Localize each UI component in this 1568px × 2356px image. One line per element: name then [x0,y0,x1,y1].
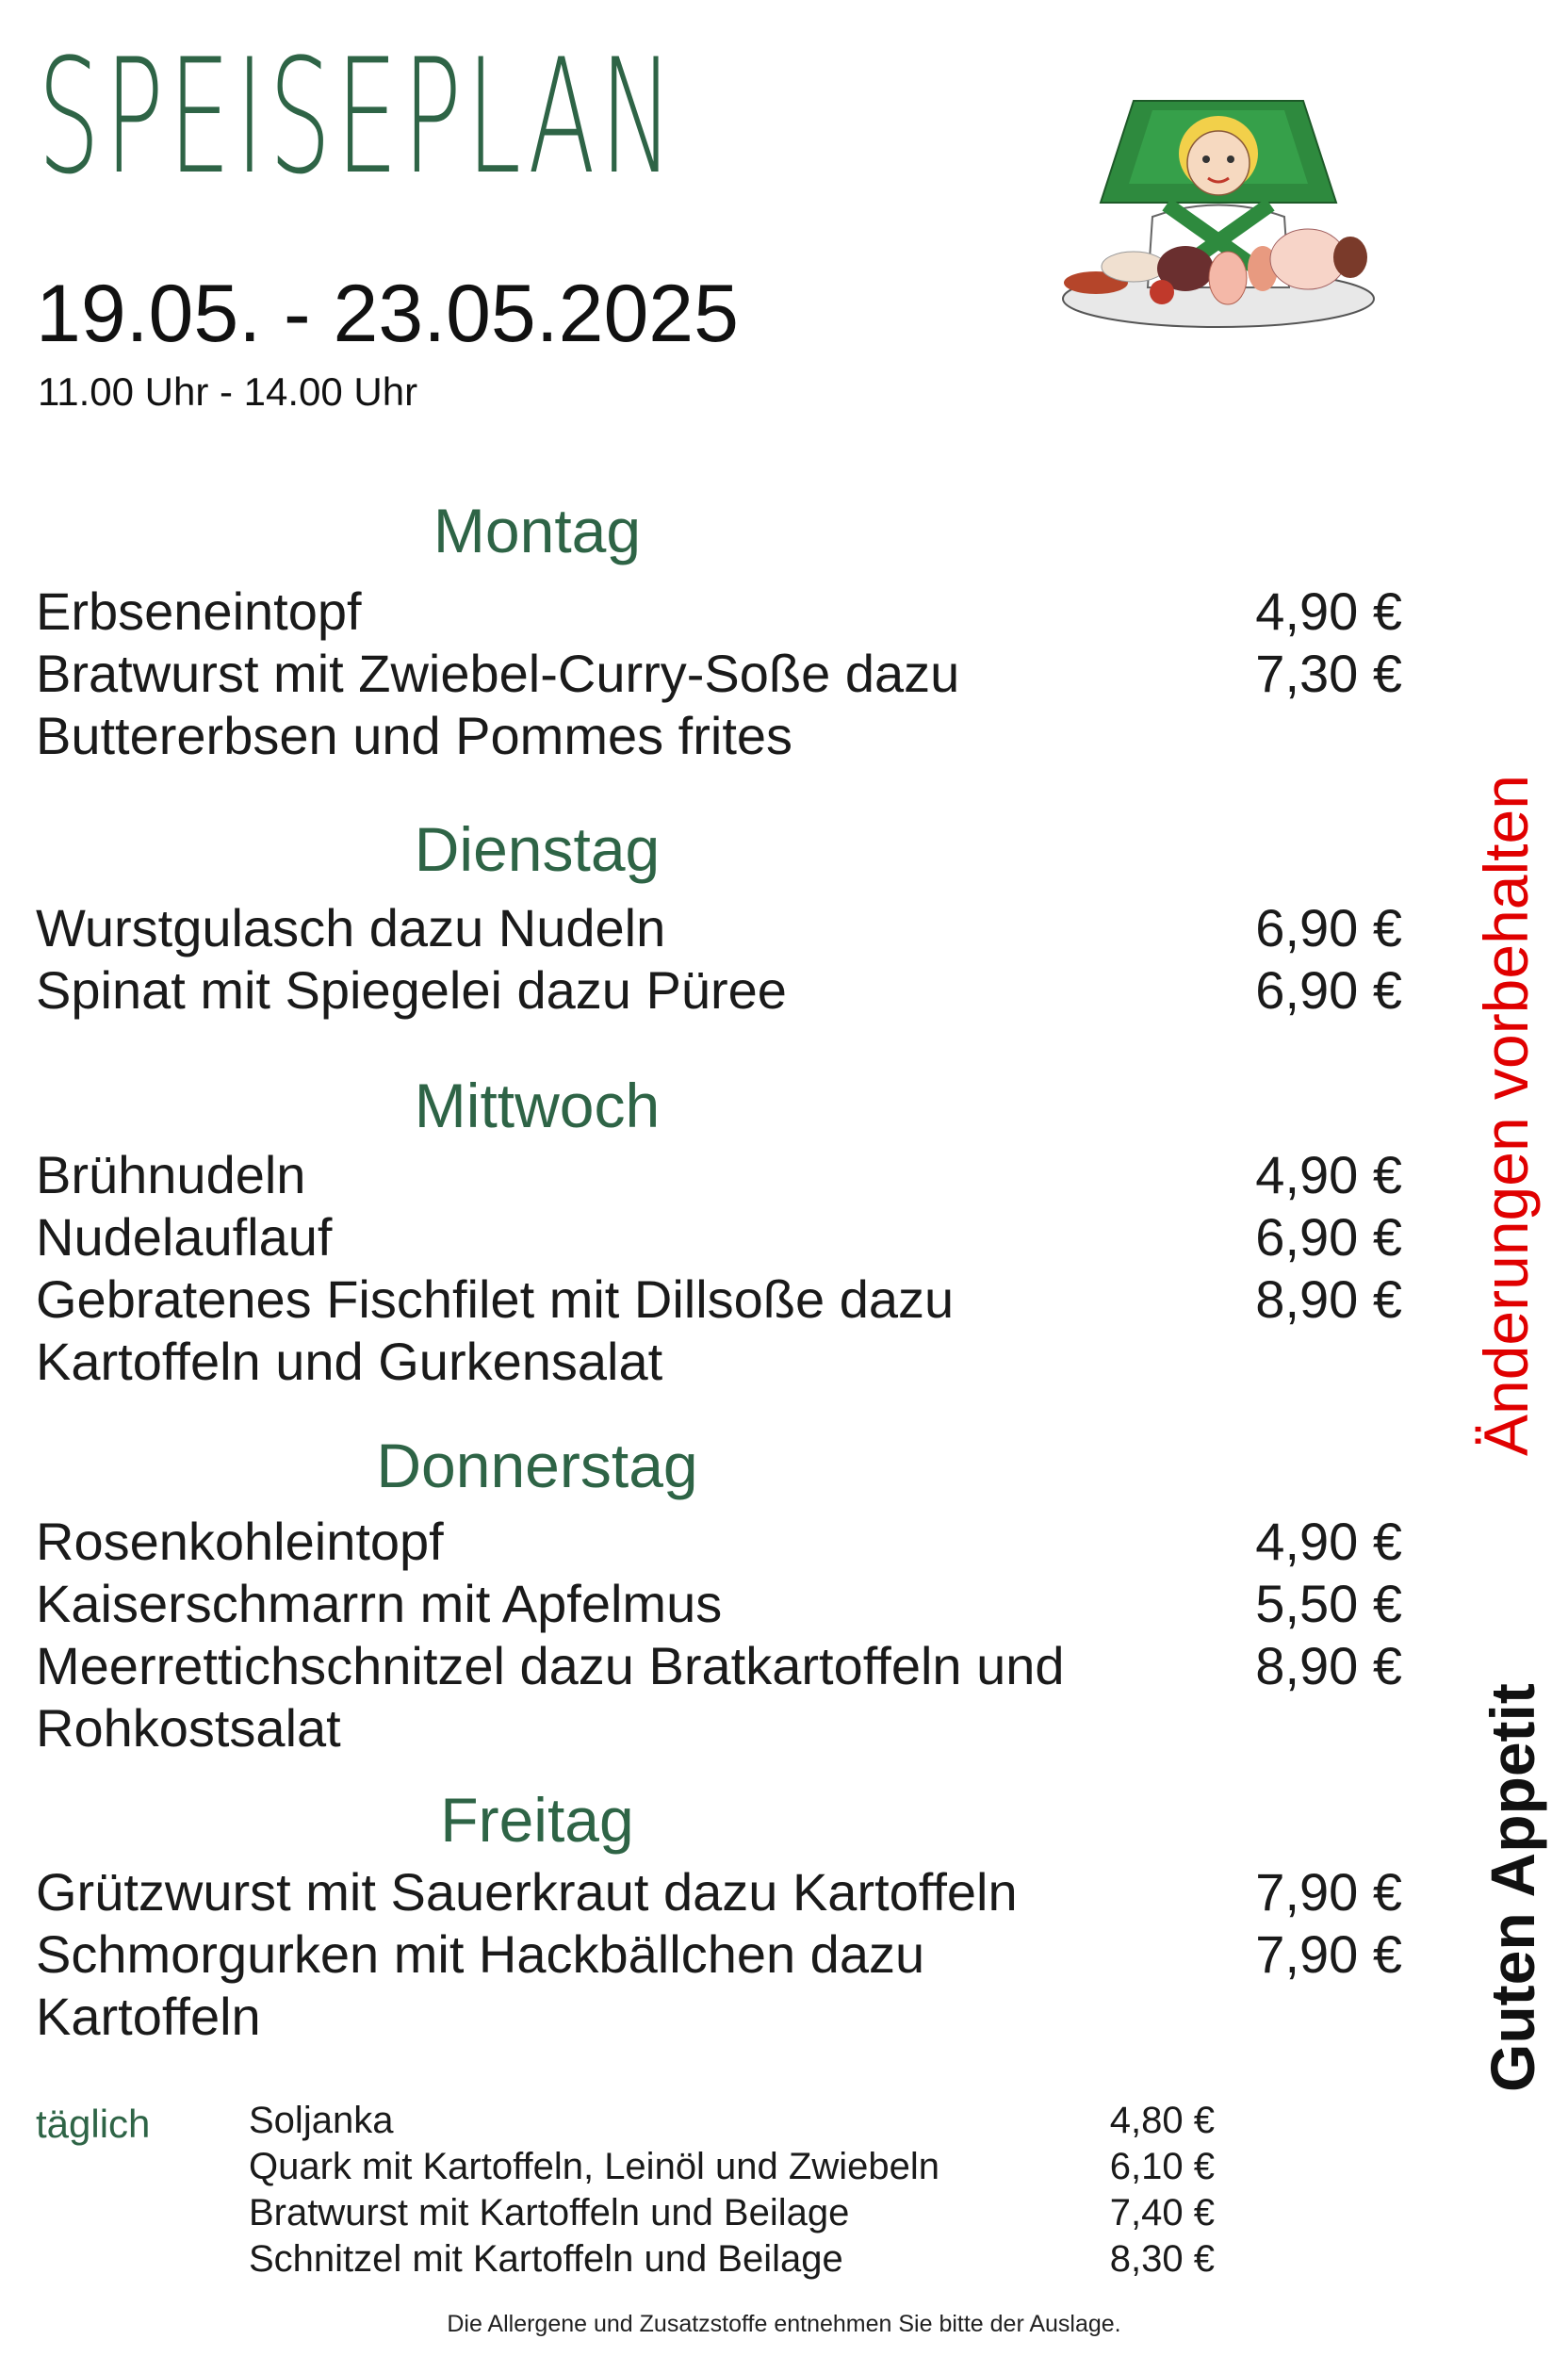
date-range: 19.05. - 23.05.2025 [36,269,739,359]
daily-price: 8,30 € [1109,2238,1215,2280]
dish-price: 8,90 € [1255,1636,1402,1695]
dish-name: Kartoffeln [36,1987,261,2046]
dish-name: Meerrettichschnitzel dazu Bratkartoffeln und [36,1636,1065,1695]
menu-row [36,1923,1402,1984]
daily-row [249,2236,1215,2282]
dish-price: 7,90 € [1255,1924,1402,1984]
allergen-footnote: Die Allergene und Zusatzstoffe entnehmen Sie bitte der Auslage. [447,2311,1121,2337]
dish-name: Buttererbsen und Pommes frites [36,706,793,765]
menu-row [36,643,1402,703]
menu-row [36,1511,1402,1571]
dish-name: Rosenkohleintopf [36,1512,444,1571]
day-heading-dienstag: Dienstag [414,814,661,884]
menu-row [36,1573,1402,1633]
day-heading-donnerstag: Donnerstag [376,1431,698,1500]
dish-price: 5,50 € [1255,1574,1402,1633]
day-heading-freitag: Freitag [440,1785,634,1855]
page-title: SPEISEPLAN [38,25,678,209]
dish-name: Wurstgulasch dazu Nudeln [36,898,666,957]
dish-name: Erbseneintopf [36,581,362,641]
menu-row [36,1144,1402,1204]
daily-row [249,2144,1215,2189]
menu-row [36,1861,1402,1922]
dish-price: 7,90 € [1255,1862,1402,1922]
menu-row [36,705,1402,765]
menu-row [36,581,1402,641]
guten-appetit-note: Guten Appetit [1478,1683,1547,2092]
menu-row [36,1697,1402,1758]
dish-price: 6,90 € [1255,1207,1402,1267]
menu-row [36,1268,1402,1329]
dish-name: Nudelauflauf [36,1207,333,1267]
dish-price: 7,30 € [1255,644,1402,703]
day-heading-mittwoch: Mittwoch [414,1071,661,1140]
daily-dish: Bratwurst mit Kartoffeln und Beilage [249,2192,850,2233]
dish-price: 6,90 € [1255,960,1402,1020]
daily-price: 4,80 € [1109,2100,1215,2141]
dish-name: Bratwurst mit Zwiebel-Curry-Soße dazu [36,644,960,703]
menu-row [36,1986,1402,2046]
daily-dish: Soljanka [249,2100,394,2141]
mascot-logo [1054,90,1383,335]
daily-dish: Schnitzel mit Kartoffeln und Beilage [249,2238,843,2280]
daily-price: 6,10 € [1109,2146,1215,2187]
changes-reserved-note: Änderungen vorbehalten [1471,775,1541,1456]
dish-name: Schmorgurken mit Hackbällchen dazu [36,1924,925,1984]
dish-name: Grützwurst mit Sauerkraut dazu Kartoffeln [36,1862,1018,1922]
menu-row [36,1206,1402,1267]
menu-row [36,897,1402,957]
day-heading-montag: Montag [433,496,642,565]
dish-price: 8,90 € [1255,1269,1402,1329]
daily-row [249,2098,1215,2143]
dish-price: 4,90 € [1255,1512,1402,1571]
menu-row [36,1331,1402,1391]
daily-price: 7,40 € [1109,2192,1215,2233]
dish-name: Kaiserschmarrn mit Apfelmus [36,1574,723,1633]
menu-row [36,1635,1402,1695]
dish-price: 6,90 € [1255,898,1402,957]
dish-name: Brühnudeln [36,1145,306,1204]
daily-row [249,2190,1215,2235]
dish-name: Rohkostsalat [36,1698,341,1758]
opening-hours: 11.00 Uhr - 14.00 Uhr [38,369,418,414]
menu-row [36,959,1402,1020]
dish-price: 4,90 € [1255,581,1402,641]
daily-label: täglich [36,2102,151,2146]
daily-dish: Quark mit Kartoffeln, Leinöl und Zwiebeln [249,2146,939,2187]
dish-name: Kartoffeln und Gurkensalat [36,1332,663,1391]
dish-name: Gebratenes Fischfilet mit Dillsoße dazu [36,1269,955,1329]
dish-price: 4,90 € [1255,1145,1402,1204]
dish-name: Spinat mit Spiegelei dazu Püree [36,960,787,1020]
